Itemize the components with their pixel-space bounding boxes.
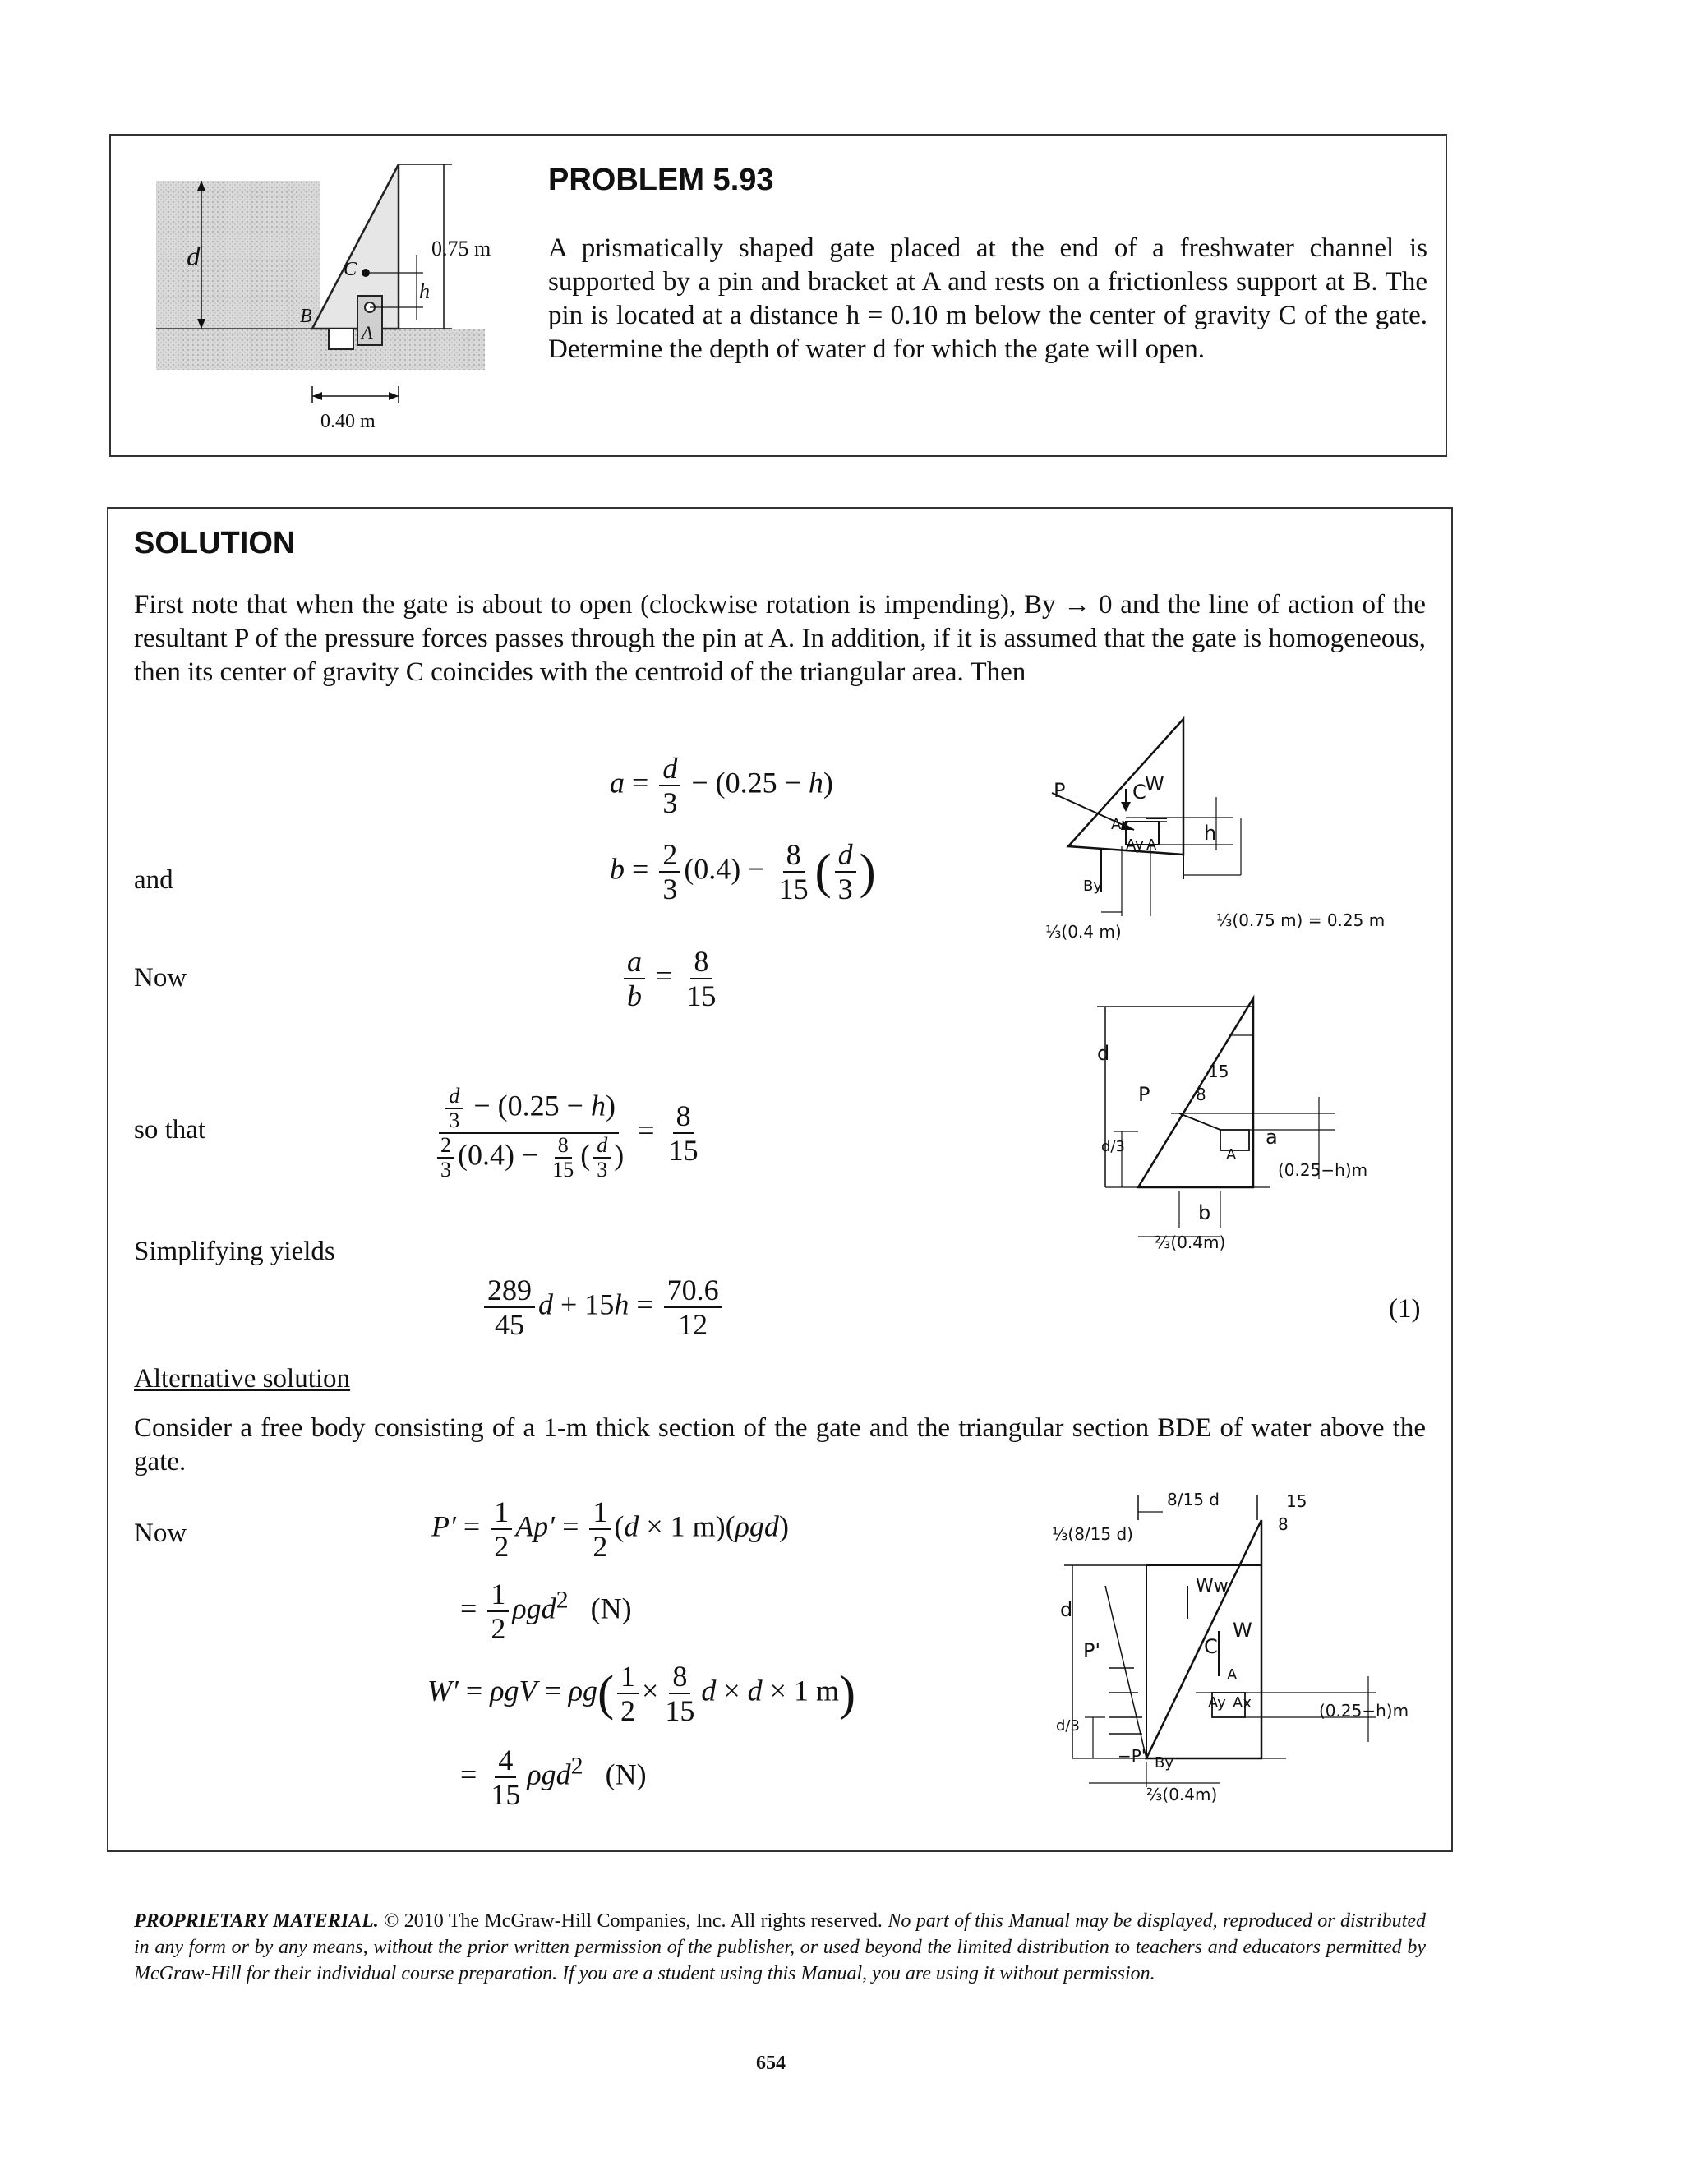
fbd3-two-thirds: ⅔(0.4m) — [1146, 1785, 1218, 1804]
eq-combined: $\frac{d}{3}$ − (0.25 − h) $\frac{2}{3}$ (0.4) − $\frac{8}{15}$ ( $\frac{d}{3}$ ) = $\frac{8}{15}$ — [427, 1085, 705, 1182]
fig-dim-height: 0.75 m — [431, 237, 491, 260]
fbd1-third-base: ⅓(0.4 m) — [1045, 922, 1122, 942]
eq-ratio: $\frac{a}{b}$ = $\frac{8}{15}$ — [620, 945, 722, 1012]
fbd2-p: P — [1138, 1083, 1150, 1106]
center-c-dot — [362, 269, 370, 277]
fbd2-8: 8 — [1196, 1085, 1206, 1104]
fbd1-h: h — [1204, 822, 1217, 845]
fbd3-ax: Ax — [1233, 1694, 1252, 1712]
fbd3-third-label: ⅓(8/15 d) — [1052, 1524, 1133, 1544]
eq-b: b = $\frac{2}{3}$ (0.4) − $\frac{8}{15}$ ( $\frac{d}{3}$ ) — [610, 838, 876, 905]
fbd1-ax: Ax — [1111, 816, 1130, 833]
fbd2-A: A — [1226, 1146, 1237, 1163]
problem-figure — [152, 156, 522, 435]
eq-w-prime: W′ = ρgV = ρg( $\frac{1}{2}$ × $\frac{8}{15}$ d × d × 1 m) — [427, 1660, 855, 1727]
label-now: Now — [134, 963, 187, 993]
problem-text: A prismatically shaped gate placed at the end of a freshwater channel is supported by a pin and bracket at A and rests on a frictionless support at B. The pin is located at a distance h = 0.10 m below the center of gravity C of the gate. Determine the depth of water d for which the gate will open. — [548, 233, 1427, 364]
fbd3-third-d: d/3 — [1056, 1717, 1080, 1735]
problem-title: PROBLEM 5.93 — [548, 163, 774, 197]
fbd1-p: P — [1054, 779, 1066, 802]
footer-italic: No part of this Manual may be displayed, reproduced or distributed in any form or by any means, without the prior written permission of the publisher, or used beyond the limited distribution to teachers and educators permitted by McGraw-Hill for their individual course preparation. If you are a student using this Manual, you are using it without permission. — [134, 1910, 1426, 1984]
eq-number: (1) — [1389, 1294, 1421, 1324]
fbd1-w: W — [1145, 772, 1164, 795]
eq-result: $\frac{289}{45}$ d + 15h = $\frac{70.6}{12}$ — [481, 1274, 726, 1341]
footer-notice — [134, 1908, 1426, 1987]
alt-text: Consider a free body consisting of a 1-m thick section of the gate and the triangular section BDE of water above the gate. — [134, 1413, 1426, 1477]
fbd3-8: 8 — [1278, 1514, 1289, 1534]
page-number: 654 — [756, 2053, 786, 2074]
fbd3-ay: Ay — [1208, 1694, 1226, 1712]
fbd3-eight-fifteenths: 8/15 d — [1167, 1490, 1220, 1509]
solution-intro: First note that when the gate is about to open (clockwise rotation is impending), By → 0 and the line of action of the resultant P of the pressure forces passes through the pin at A. In addition, if it is assumed that the gate is homogeneous, then its center of gravity C coincides with the centroid of the triangular area. Then — [134, 590, 1426, 687]
label-alternative: Alternative solution — [134, 1364, 351, 1394]
fbd2-d: d — [1097, 1042, 1110, 1065]
fig-label-c: C — [344, 259, 357, 280]
label-so-that: so that — [134, 1115, 206, 1145]
fig-label-d: d — [187, 242, 201, 272]
fbd3-w: W — [1233, 1619, 1252, 1642]
fbd3-A: A — [1227, 1666, 1238, 1684]
fbd2-a: a — [1266, 1126, 1278, 1149]
fbd1-c: C — [1132, 781, 1146, 804]
fbd3-ww: Ww — [1196, 1576, 1229, 1597]
fbd3-c: C — [1204, 1635, 1218, 1658]
fbd3-by: By — [1155, 1754, 1174, 1772]
eq-w-prime-2: = $\frac{4}{15}$ ρgd$^2$ (N) — [460, 1744, 647, 1811]
fbd2-third-d: d/3 — [1101, 1138, 1125, 1155]
fbd2-two-thirds: ⅔(0.4m) — [1155, 1233, 1226, 1252]
footer-bold: PROPRIETARY MATERIAL. — [134, 1910, 379, 1932]
fbd3-d: d — [1060, 1598, 1073, 1621]
fbd1-ay: Ay — [1126, 836, 1144, 854]
fig-label-a: A — [362, 322, 373, 343]
fbd2-b: b — [1198, 1201, 1211, 1224]
fbd3-offset: (0.25−h)m — [1319, 1701, 1409, 1721]
label-and: and — [134, 865, 173, 895]
footer-copyright: © 2010 The McGraw-Hill Companies, Inc. All rights reserved. — [378, 1910, 888, 1932]
ground — [156, 329, 485, 370]
eq-p-prime: P′ = $\frac{1}{2}$ Ap′ = $\frac{1}{2}$ (d × 1 m)(ρgd) — [431, 1495, 789, 1563]
gate-triangle — [312, 164, 399, 329]
fbd3-15: 15 — [1286, 1491, 1307, 1511]
eq-p-prime-2: = $\frac{1}{2}$ ρgd$^2$ (N) — [460, 1578, 632, 1645]
label-now-2: Now — [134, 1518, 187, 1548]
solution-title: SOLUTION — [134, 526, 296, 560]
fbd3-p-prime-neg: −P' — [1118, 1746, 1146, 1766]
fig-dim-base: 0.40 m — [320, 411, 376, 432]
fbd1-a: A — [1146, 836, 1157, 854]
eq-a: a = $\frac{d}{3}$ − (0.25 − h) — [610, 752, 833, 819]
fbd1-by: By — [1083, 878, 1103, 895]
fig-label-h: h — [419, 279, 430, 303]
fig-label-b: B — [300, 306, 312, 327]
water-over-gate — [320, 164, 399, 181]
fbd1-third-height: ⅓(0.75 m) = 0.25 m — [1216, 910, 1386, 930]
fbd2-15: 15 — [1208, 1062, 1229, 1081]
fbd2-offset: (0.25−h)m — [1278, 1160, 1368, 1180]
fbd3-p-prime: P' — [1083, 1639, 1101, 1662]
label-simplifying: Simplifying yields — [134, 1237, 335, 1266]
